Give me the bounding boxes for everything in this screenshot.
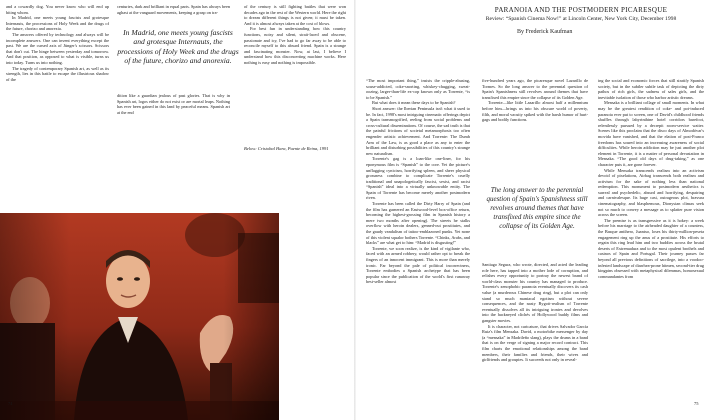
right-col2b-para: Santiago Segura, who wrote, directed, and acted the leading role here, has tapped into a mother lode of corruption, and relishes every opportunity to portray the newest brand of world-class monster his country has managed to produce. Torrente's xenophobic paranoia eventually discovers its cash value (a murderous Chinese drug ring), but a plot can only stand so much maniacal egotism without severe consequences, and the nasty Bygott-realism of Torrente eventually dissolves all its intriguing ironies and devolves into the hackneyed clichés of Hollywood buddy films and gangster movies.	[482, 262, 588, 323]
right-col3-para: ing the social and economic forces that still stratify Spanish society, but in the subtler subtle task of depicting the dirty pathos of rich girls, the sadness of sales girls, and the inevitable isolation of those who harbor artistic dreams.	[598, 78, 704, 100]
right-col1-para: Torrente has been called the Dirty Harry of Spain (and the film has garnered an Eastwood-level box-office return, becoming the highest-grossing film in Spanish history a mere two months after opening). The streets he stalks overflow with heroin dealers, genned-out prostitutes, and the gaudy vandalism of tattoo-emblazoned punks. Yet none of this violent squalor bothers Torrente. “Chinks, Arabs, and blacks” are what get to him: “Madrid is disgusting!”	[366, 201, 470, 246]
right-column-3	[598, 78, 704, 402]
left-col2b-para: dition like a guardian jealous of past glories. That is why in Spanish art, logos either do not exist or are mortal leaps. Nothing has ever been gained in this land by peaceful means. Spanish art at the end	[117, 93, 230, 115]
right-pull-quote: The long answer to the perennial question of Spain's Spanishness still revolves around themes that have transfixed this empire since the collapse of its Golden Age.	[486, 186, 588, 230]
article-title: PARANOIA AND THE POSTMODERN PICARESQUE	[494, 6, 668, 14]
right-column-2-bottom	[482, 262, 588, 402]
right-col1-para: But what does it mean these days to be Spanish?	[372, 100, 456, 106]
right-col3-para: The premise is as transgressive as it is hokey: a week before his marriage to the airheaded daughter of a countess, the Basque antihero, Juantxo, loses his thirty-million-peseta engagement ring up the anus of a prostitute. His efforts to regain this ring lead him and two buddies across the brutal deserts of Extremadura and to the most opulent brothels and casinos of Spain and Portugal. Their journey passes far beyond all previous definitions of sacrilege, into a voodoo-infested landscape of diarrhea-prone hitmen, second-tier drug kingpins obsessed with metaphysical dilemmas, homosexual commandantes from	[598, 217, 704, 279]
page-number-right: 75	[694, 401, 699, 406]
right-column-2-top	[482, 78, 588, 138]
left-col2-para: centuries, dark and brilliant in equal parts. Spain has always been aghast at the vanguard movements, keeping a grasp on tra-	[117, 4, 230, 15]
right-column-1	[366, 78, 470, 400]
right-col2a-para: Torrente—like little Lazarillo almost half a millennium before him—brings us into his obscure world of poverty, filth, and moral vacuity spiked with the harsh humor of hurt-gags and bodily functions.	[482, 100, 588, 123]
left-col1-para: The tragedy of contemporary Spanish art, as well as its strength, lies in this battle to escape the illustrious shadow of the	[6, 65, 109, 82]
right-col2a-para: five-hundred years ago, the picaresque novel Lazarillo de Tormes. So the long answer to the perennial question of Spain's Spanishness still revolves around themes that have transfixed this empire since the collapse of its Golden Age.	[482, 78, 588, 100]
left-col1-para: In Madrid, one meets young fascists and grotesque Internauts, the processions of Holy Week and the drugs of the future, chorizo and anorexia.	[6, 15, 109, 32]
right-col3-para: While Mensaka transcends realism into an activism devoid of pixelations, Airbag transcends both realism and activism for the sake of nothing less than national redemption. This monument to postmodern aesthetics is surreal and psychedelic, absurd and horrifying, despairing and carnivalesque. Its huge cast, outrageous plot, bravura cinematography, and blasphemous, Dionysian climax seek not so much to convey a message as to splatter pure vision across the screen.	[598, 167, 704, 218]
left-pull-quote: In Madrid, one meets young fascists and grotesque Internauts, the processions of Holy Week and the drugs of the future, chorizo and anorexia.	[117, 28, 239, 66]
article-header	[456, 6, 706, 23]
left-col1-para: and a cowardly dog. You never know who will end up biting whom.	[6, 4, 109, 15]
right-col1-para: Short answer: the Iberian Peninsula isn't what it used to be. In fact, 1998's most intriguing cinematic offerings depict a Spain transmogrified, reeling from social problems and cross-cultural disseminations. Of course, the sad truth is that the painful frictions of societal metamorphosis too often engender artistic achievement. And Torrente: The Dumb Arm of the Law, is as good a place as any to enter the brilliant and disturbing possibilities of this country's strange new naturalism.	[366, 105, 470, 156]
left-column-2-top	[117, 4, 230, 22]
left-column-3	[244, 4, 346, 139]
right-col1-para: Torrente, we soon realize, is the kind of vigilante who, faced with an armed robbery, would rather opt to break the fingers of an innocent immigrant. This is more than merely ironic. Far beyond the pale of political incorrectness, Torrente embodies a Spanish archetype that has been popular since the publication of the world's first runaway best-seller almost	[366, 245, 470, 285]
byline: By Frederick Kaufman	[517, 29, 573, 35]
left-col1-para: The answers offered by technology and always will be incomplete answers. One can invent everything except the past. We are the cursed axis of Jünger's scissors. Scissors that don't cut. The hinge between yesterday and tomorrow. And that position, as opposed to what is visible, turns us into today. Turns us into nothing.	[6, 31, 109, 65]
left-col3-para: For best fun in understanding how this country functions, noisy and silent, strait-laced and obscene, passionate and icy, I've had to go far away to be able to reconcile myself to this absurd friend. Spain is a strange and fascinating monster. Now, at last, I believe I understand how this disconcerting machine works. Here nothing is easy and nothing is impossible.	[244, 26, 346, 65]
page-gutter	[354, 0, 356, 420]
left-column-3-lower-blank	[286, 220, 346, 221]
left-column-1	[6, 4, 109, 209]
left-col3-para: of the century is still fighting battles that were won decades ago in the rest of the Western world. Here the right to dream different things is not given; it must be taken. And it is almost always taken at the cost of blows.	[244, 4, 346, 26]
right-col3-para: Mensaka is a brilliant collage of small moments. In what may be the greatest rendition of coke- and pot-induced paranoia ever put to screen, one of David's childhood friends shuffles through labyrinthine hotel corridors barefoot, relentlessly pursued by a decrepit room-service waiter. Scenes like this proclaim that the disco days of Almodóvar's movida have vanished, and that the elation of post-Franco freedoms has soured into an increasing awareness of social difficulties. While heroin addiction may be just another plot element in Torrente, it is a matter of personal devastation in Mensaka. “The good old days of drug-taking,” as one character puts it, are gone forever.	[598, 100, 704, 167]
cristobal-hara-photo	[0, 213, 279, 420]
right-col2b-para: It is character, not caricature, that drives Salvador García Ruiz's film Mensaka. David, a motorbike messenger by day (a “mensaka” in Madrileño slang), plays the drums in a band that is on the verge of signing a major record contract. This film charts the emotional relationships among the band members, their families and friends, their wives and girlfriends and groupies. It succeeds not only in reveal-	[482, 323, 588, 363]
page-number-left: 74	[8, 401, 13, 406]
photo-caption: Below: Cristobal Hara, Puente de Reina, 1991	[244, 146, 329, 151]
left-column-2-bottom	[117, 93, 230, 138]
review-line: Review: “Spanish Cinema Now!” at Lincoln Center, New York City, December 1998	[485, 16, 677, 22]
right-col1-para: “The most important thing,” insists the cripple-abusing, souse-addicted, coke-snorting, whiskey-chugging, sweat-oozing, larger-than-life ex-cop known only as Torrente, “is to be Spanish.”	[366, 78, 470, 100]
right-col1-para: Torrente's gag is a loan-like one-liner, for his eponymous film is “Spanish” to the core. Yet the picture's unflagging cynicism, horrifying spleen, and sheer physical grossness combine to complicate Torrente's cruelly traditional and unapologetically fascist, sexist, and racist “Spanish” ideal into a virtually unknowable entity. The Spain of Torrente has become merely another postmodern riven.	[366, 156, 470, 201]
